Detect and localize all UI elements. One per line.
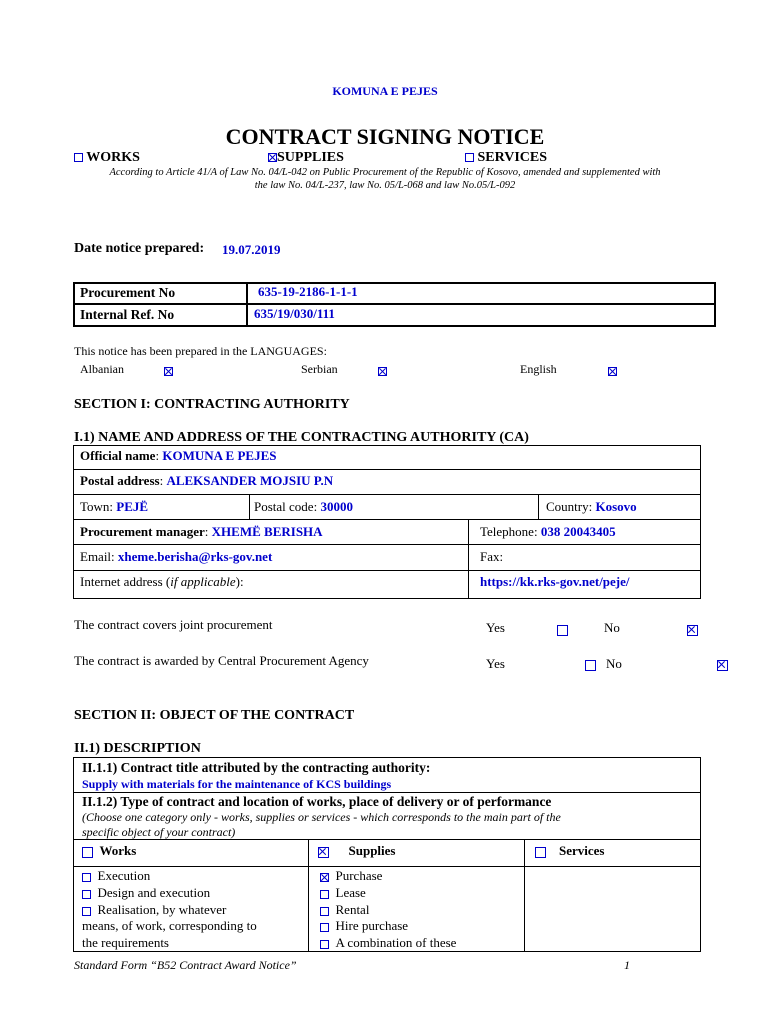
type-supplies[interactable]: SUPPLIES [268, 150, 344, 166]
country-row: Country: Kosovo [546, 499, 637, 514]
municipality-header: KOMUNA E PEJES [332, 84, 438, 98]
official-name-row: Official name: KOMUNA E PEJES [80, 448, 277, 463]
postal-code-row: Postal code: 30000 [254, 499, 353, 514]
postal-address-row: Postal address: ALEKSANDER MOJSIU P.N [80, 473, 334, 488]
joint-yes-checkbox[interactable] [557, 625, 568, 636]
section2-heading: SECTION II: OBJECT OF THE CONTRACT [74, 708, 355, 723]
email-row: Email: xheme.berisha@rks-gov.net [80, 549, 273, 564]
language-serbian: Serbian [301, 362, 338, 376]
law-reference-line1: According to Article 41/A of Law No. 04/L-042 on Public Procurement of the Republic of Kosovo, amended and supplemented with [109, 167, 661, 178]
checkbox-icon [320, 907, 329, 916]
date-notice-value: 19.07.2019 [222, 242, 281, 257]
contract-type-label: II.1.2) Type of contract and location of works, place of delivery or of performance [82, 794, 552, 809]
supplies-option-rental[interactable]: Rental [320, 902, 369, 918]
internet-address-link[interactable]: https://kk.rks-gov.net/peje/ [480, 574, 630, 589]
date-notice-label: Date notice prepared: [74, 241, 205, 256]
works-option-design[interactable]: Design and execution [82, 885, 210, 901]
checkbox-icon [320, 940, 329, 949]
contract-title-value: Supply with materials for the maintenance of KCS buildings [82, 777, 392, 791]
email-link[interactable]: xheme.berisha@rks-gov.net [117, 549, 273, 564]
cpa-no-label: No [606, 656, 622, 671]
works-option-realisation[interactable]: Realisation, by whatever [82, 902, 226, 918]
english-checked-icon[interactable] [608, 367, 617, 376]
cpa-no-checked-icon[interactable] [717, 660, 728, 671]
section1-subheading: I.1) NAME AND ADDRESS OF THE CONTRACTING AUTHORITY (CA) [74, 430, 529, 445]
supplies-option-hire-purchase[interactable]: Hire purchase [320, 918, 408, 934]
type-services[interactable]: SERVICES [465, 150, 547, 166]
procurement-no-value: 635-19-2186-1-1-1 [258, 284, 358, 299]
checkbox-icon [82, 890, 91, 899]
albanian-checked-icon[interactable] [164, 367, 173, 376]
checked-box-icon [320, 873, 329, 882]
page-title: CONTRACT SIGNING NOTICE [225, 124, 545, 149]
fax-row: Fax: [480, 549, 504, 564]
supplies-option-combination[interactable]: A combination of these [320, 935, 456, 951]
footer-form-name: Standard Form “B52 Contract Award Notice” [74, 958, 297, 972]
checkbox-icon [82, 907, 91, 916]
works-option-realisation-cont2: the requirements [82, 935, 169, 950]
checkbox-icon [82, 847, 93, 858]
internal-ref-value: 635/19/030/111 [254, 306, 335, 321]
joint-procurement-question: The contract covers joint procurement [74, 617, 273, 632]
procurement-no-label: Procurement No [80, 285, 176, 300]
languages-intro: This notice has been prepared in the LANGUAGES: [74, 344, 327, 358]
supplies-option-purchase[interactable]: Purchase [320, 868, 382, 884]
checked-box-icon [318, 847, 329, 858]
checked-box-icon [268, 153, 277, 162]
serbian-checked-icon[interactable] [378, 367, 387, 376]
contract-type-note1: (Choose one category only - works, supplies or services - which corresponds to the main part of the [82, 810, 561, 824]
cpa-question: The contract is awarded by Central Procurement Agency [74, 653, 369, 668]
footer-page-number: 1 [624, 958, 630, 972]
language-albanian: Albanian [80, 362, 124, 376]
checkbox-icon [82, 873, 91, 882]
internet-address-row: Internet address (if applicable): [80, 574, 244, 589]
works-option-realisation-cont1: means, of work, corresponding to [82, 918, 257, 933]
checkbox-icon [320, 923, 329, 932]
town-row: Town: PEJË [80, 499, 149, 514]
contract-title-label: II.1.1) Contract title attributed by the contracting authority: [82, 760, 431, 775]
category-works[interactable]: Works [82, 843, 136, 859]
checkbox-icon [535, 847, 546, 858]
cpa-yes-label: Yes [486, 656, 505, 671]
category-services[interactable]: Services [535, 843, 604, 859]
joint-no-label: No [604, 620, 620, 635]
category-supplies[interactable]: Supplies [318, 843, 395, 859]
internal-ref-label: Internal Ref. No [80, 307, 175, 322]
telephone-row: Telephone: 038 20043405 [480, 524, 616, 539]
checkbox-icon [74, 153, 83, 162]
section1-heading: SECTION I: CONTRACTING AUTHORITY [74, 397, 350, 412]
joint-no-checked-icon[interactable] [687, 625, 698, 636]
section2-subheading: II.1) DESCRIPTION [74, 741, 201, 756]
law-reference-line2: the law No. 04/L-237, law No. 05/L-068 and law No.05/L-092 [254, 180, 516, 191]
works-option-execution[interactable]: Execution [82, 868, 150, 884]
cpa-yes-checkbox[interactable] [585, 660, 596, 671]
type-works[interactable]: WORKS [74, 150, 140, 166]
contract-type-note2: specific object of your contract) [82, 825, 236, 839]
joint-yes-label: Yes [486, 620, 505, 635]
language-english: English [520, 362, 557, 376]
checkbox-icon [320, 890, 329, 899]
supplies-option-lease[interactable]: Lease [320, 885, 366, 901]
checkbox-icon [465, 153, 474, 162]
procurement-manager-row: Procurement manager: XHEMË BERISHA [80, 524, 323, 539]
